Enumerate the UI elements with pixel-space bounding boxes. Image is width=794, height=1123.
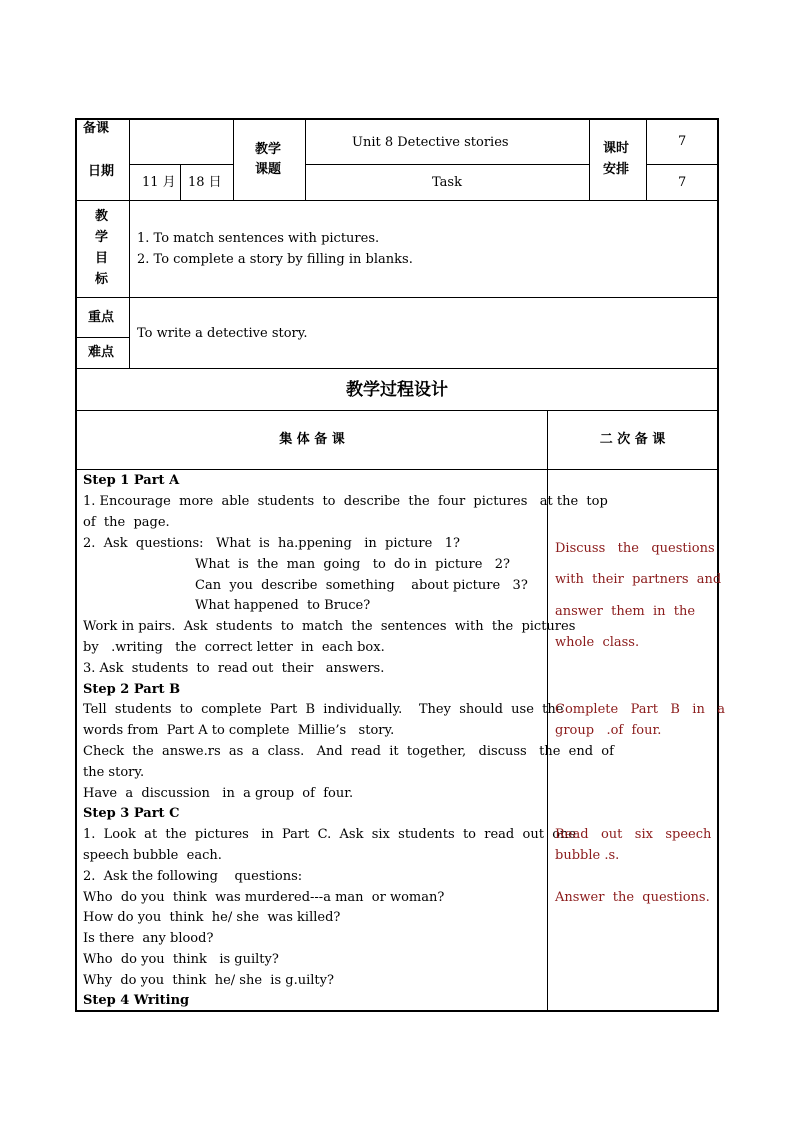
step-line: How do you think he/ she was killed? (83, 910, 341, 925)
collective-column-header: 集 体 备 课 (279, 432, 345, 447)
border-bottom (75, 1010, 719, 1012)
step-line: Who do you think was murdered---a man or woman? (83, 890, 445, 905)
note-line: bubble .s. (555, 848, 620, 863)
divider (129, 118, 130, 200)
step-line: Work in pairs. Ask students to match the sentences with the pictures (83, 619, 576, 634)
note-line: whole class. (555, 635, 640, 650)
step-line: Check the answe.rs as a class. And read it together, discuss the end of (83, 744, 614, 759)
row-divider (75, 297, 719, 298)
step-line: speech bubble each. (83, 848, 222, 863)
note-line: with their partners and (555, 572, 722, 587)
border-left (75, 118, 77, 1012)
step-line: Can you describe something about picture 3? (195, 578, 528, 593)
border-top (75, 118, 719, 120)
step-line: of the page. (83, 515, 170, 530)
divider (233, 118, 234, 200)
step-title: Step 1 Part A (83, 473, 180, 488)
note-line: Read out six speech (555, 827, 712, 842)
divider (305, 164, 589, 165)
note-line: group .of four. (555, 723, 662, 738)
zhongdian-label: 重点 (88, 310, 115, 325)
step-line: 1. Look at the pictures in Part C. Ask six students to read out one (83, 827, 577, 842)
jiaoxue-keti-label: 课题 (255, 162, 282, 177)
border-right (717, 118, 719, 1012)
step-title: Step 3 Part C (83, 806, 180, 821)
month-value: 11 月 (142, 175, 176, 190)
step-line: Is there any blood? (83, 931, 214, 946)
row-divider (75, 410, 719, 411)
step-line: Tell students to complete Part B individually. They should use the (83, 702, 564, 717)
note-line: Answer the questions. (555, 890, 710, 905)
row-divider (75, 469, 719, 470)
keshi-label: 安排 (603, 162, 630, 177)
keshi-label: 课时 (603, 141, 630, 156)
objective-item: 1. To match sentences with pictures. (137, 231, 380, 246)
row-divider (75, 200, 719, 201)
step-title: Step 2 Part B (83, 682, 181, 697)
divider (180, 164, 181, 200)
nandian-label: 难点 (88, 345, 115, 360)
jiaoxue-keti-label: 教学 (255, 142, 282, 157)
task-title: Task (432, 175, 462, 190)
objective-item: 2. To complete a story by filling in blanks. (137, 252, 413, 267)
beike-label: 备课 (83, 121, 110, 136)
divider (129, 164, 233, 165)
note-line: Discuss the questions (555, 541, 715, 556)
keshi-value: 7 (678, 134, 687, 149)
objectives-label-char: 教 (95, 209, 109, 224)
row-divider (75, 368, 719, 369)
step-line: 2. Ask questions: What is ha.ppening in picture 1? (83, 536, 460, 551)
process-title: 教学过程设计 (346, 380, 448, 400)
objectives-label-char: 标 (95, 272, 109, 287)
note-line: Complete Part B in a (555, 702, 725, 717)
step-title: Step 4 Writing (83, 993, 190, 1008)
divider (646, 164, 718, 165)
step-line: What is the man going to do in picture 2? (195, 557, 511, 572)
step-line: What happened to Bruce? (195, 598, 371, 613)
secondary-column-header: 二 次 备 课 (599, 432, 666, 447)
riqi-label: 日期 (88, 164, 115, 179)
divider (75, 337, 129, 338)
unit-title: Unit 8 Detective stories (352, 135, 509, 150)
step-line: words from Part A to complete Millie’s story. (83, 723, 395, 738)
step-line: by .writing the correct letter in each box. (83, 640, 385, 655)
divider (589, 118, 590, 200)
step-line: 2. Ask the following questions: (83, 869, 303, 884)
day-value: 18 日 (188, 175, 222, 190)
label-col-divider (129, 200, 130, 368)
keshi-value: 7 (678, 175, 687, 190)
key-point-text: To write a detective story. (137, 326, 308, 341)
step-line: Have a discussion in a group of four. (83, 786, 354, 801)
step-line: Why do you think he/ she is g.uilty? (83, 973, 334, 988)
objectives-label-char: 目 (95, 251, 109, 266)
step-line: Who do you think is guilty? (83, 952, 279, 967)
note-line: answer them in the (555, 604, 696, 619)
divider (305, 118, 306, 200)
objectives-label-char: 学 (95, 230, 109, 245)
step-line: the story. (83, 765, 145, 780)
step-line: 1. Encourage more able students to describe the four pictures at the top (83, 494, 608, 509)
step-line: 3. Ask students to read out their answers. (83, 661, 385, 676)
divider (646, 118, 647, 200)
